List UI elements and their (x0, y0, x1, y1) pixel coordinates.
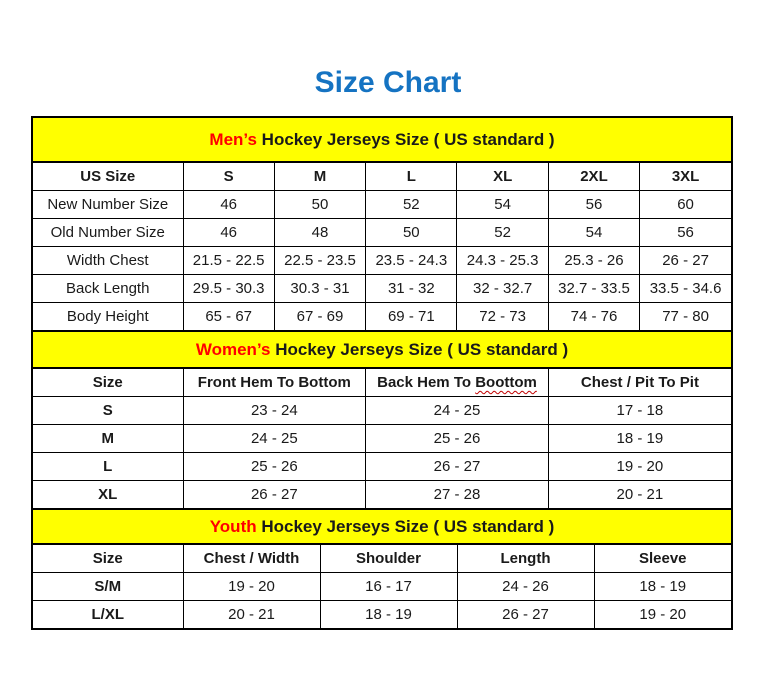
size-value-cell: 56 (548, 191, 639, 219)
size-value-cell: 52 (366, 191, 457, 219)
size-value-cell: 27 - 28 (366, 481, 549, 509)
youth-column-header-row (33, 545, 731, 573)
table-row (33, 247, 731, 275)
size-value-cell: 25.3 - 26 (548, 247, 639, 275)
size-value-cell: 23 - 24 (183, 397, 366, 425)
table-row (33, 481, 731, 509)
table-row (33, 303, 731, 331)
size-value-cell: 20 - 21 (548, 481, 731, 509)
womens-size-table (33, 369, 731, 508)
youth-highlight-text: Youth (209, 517, 257, 536)
mens-column-header-row (33, 163, 731, 191)
size-value-cell: 46 (183, 219, 274, 247)
size-value-cell: 16 - 17 (320, 573, 457, 601)
womens-highlight-text: Women’s (195, 340, 271, 359)
column-header: Sleeve (594, 545, 731, 573)
row-label: S/M (33, 573, 183, 601)
row-label: Width Chest (33, 247, 183, 275)
column-header: M (274, 163, 365, 191)
column-header: US Size (33, 163, 183, 191)
size-value-cell: 25 - 26 (366, 425, 549, 453)
size-value-cell: 26 - 27 (457, 601, 594, 629)
column-header: L (366, 163, 457, 191)
size-value-cell: 18 - 19 (548, 425, 731, 453)
size-value-cell: 48 (274, 219, 365, 247)
mens-highlight-text: Men’s (209, 130, 257, 149)
size-value-cell: 22.5 - 23.5 (274, 247, 365, 275)
row-label: New Number Size (33, 191, 183, 219)
column-header: Chest / Pit To Pit (548, 369, 731, 397)
size-value-cell: 46 (183, 191, 274, 219)
size-value-cell: 25 - 26 (183, 453, 366, 481)
size-value-cell: 24 - 26 (457, 573, 594, 601)
column-header: 3XL (640, 163, 731, 191)
size-value-cell: 24.3 - 25.3 (457, 247, 548, 275)
size-value-cell: 50 (366, 219, 457, 247)
row-label: M (33, 425, 183, 453)
table-row (33, 397, 731, 425)
size-value-cell: 67 - 69 (274, 303, 365, 331)
size-value-cell: 30.3 - 31 (274, 275, 365, 303)
column-header: Shoulder (320, 545, 457, 573)
size-value-cell: 26 - 27 (183, 481, 366, 509)
size-value-cell: 32.7 - 33.5 (548, 275, 639, 303)
youth-size-table (33, 545, 731, 628)
size-value-cell: 29.5 - 30.3 (183, 275, 274, 303)
size-value-cell: 19 - 20 (548, 453, 731, 481)
column-header: 2XL (548, 163, 639, 191)
size-value-cell: 50 (274, 191, 365, 219)
row-label: Old Number Size (33, 219, 183, 247)
size-value-cell: 65 - 67 (183, 303, 274, 331)
mens-header-text: Hockey Jerseys Size ( US standard ) (256, 130, 555, 149)
row-label: Back Length (33, 275, 183, 303)
row-label: L (33, 453, 183, 481)
size-value-cell: 26 - 27 (640, 247, 731, 275)
size-value-cell: 69 - 71 (366, 303, 457, 331)
column-header: Front Hem To Bottom (183, 369, 366, 397)
size-value-cell: 54 (457, 191, 548, 219)
size-value-cell: 74 - 76 (548, 303, 639, 331)
misspelled-word: Boottom (475, 374, 537, 391)
size-value-cell: 52 (457, 219, 548, 247)
womens-header-text: Hockey Jerseys Size ( US standard ) (270, 340, 569, 359)
page-title: Size Chart (314, 66, 462, 99)
womens-column-header-row (33, 369, 731, 397)
size-chart-container (31, 116, 733, 630)
column-header: Chest / Width (183, 545, 320, 573)
table-row (33, 453, 731, 481)
youth-section-header (33, 508, 731, 545)
table-row (33, 601, 731, 629)
table-row (33, 191, 731, 219)
size-value-cell: 32 - 32.7 (457, 275, 548, 303)
size-value-cell: 18 - 19 (594, 573, 731, 601)
table-row (33, 573, 731, 601)
mens-size-table (33, 163, 731, 330)
size-value-cell: 21.5 - 22.5 (183, 247, 274, 275)
column-header: Size (33, 545, 183, 573)
size-value-cell: 24 - 25 (183, 425, 366, 453)
column-header: Length (457, 545, 594, 573)
row-label: L/XL (33, 601, 183, 629)
size-value-cell: 17 - 18 (548, 397, 731, 425)
size-value-cell: 60 (640, 191, 731, 219)
size-value-cell: 31 - 32 (366, 275, 457, 303)
youth-header-text: Hockey Jerseys Size ( US standard ) (256, 517, 555, 536)
size-value-cell: 77 - 80 (640, 303, 731, 331)
row-label: XL (33, 481, 183, 509)
size-value-cell: 19 - 20 (183, 573, 320, 601)
row-label: Body Height (33, 303, 183, 331)
size-value-cell: 18 - 19 (320, 601, 457, 629)
column-header: Size (33, 369, 183, 397)
size-value-cell: 23.5 - 24.3 (366, 247, 457, 275)
womens-section-header (33, 330, 731, 369)
size-value-cell: 33.5 - 34.6 (640, 275, 731, 303)
column-header: XL (457, 163, 548, 191)
size-value-cell: 72 - 73 (457, 303, 548, 331)
size-value-cell: 20 - 21 (183, 601, 320, 629)
size-value-cell: 24 - 25 (366, 397, 549, 425)
size-value-cell: 26 - 27 (366, 453, 549, 481)
size-value-cell: 56 (640, 219, 731, 247)
size-value-cell: 54 (548, 219, 639, 247)
column-header: S (183, 163, 274, 191)
size-value-cell: 19 - 20 (594, 601, 731, 629)
column-header: Back Hem To Boottom (366, 369, 549, 397)
table-row (33, 275, 731, 303)
table-row (33, 425, 731, 453)
row-label: S (33, 397, 183, 425)
table-row (33, 219, 731, 247)
mens-section-header (33, 118, 731, 163)
